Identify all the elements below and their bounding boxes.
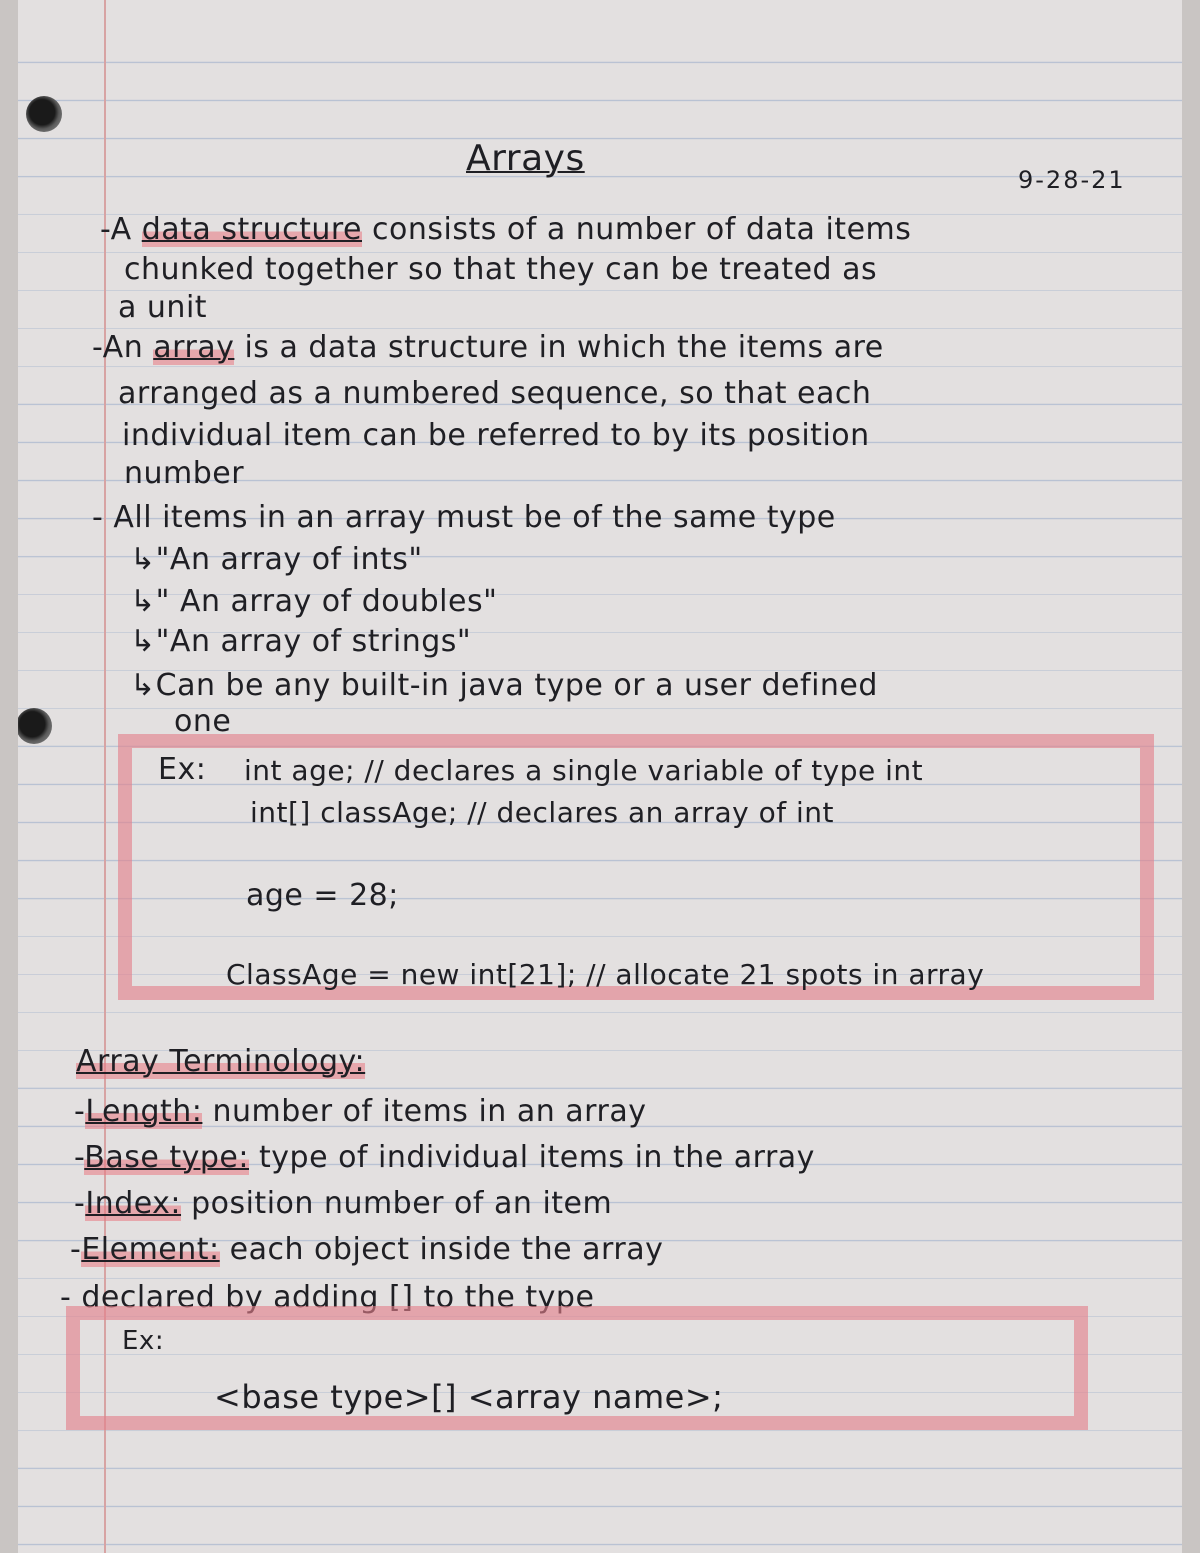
page-title: Arrays: [466, 138, 585, 179]
term-base-type-label: Base type:: [84, 1140, 249, 1175]
example-doubles: ↳" An array of doubles": [130, 584, 498, 619]
term-element-desc: each object inside the array: [219, 1232, 664, 1267]
term-index-label: Index:: [85, 1186, 182, 1221]
example-1-line-1: int age; // declares a single variable of type int: [244, 754, 924, 787]
data-structure-line-1: [100, 212, 911, 247]
term-index: [74, 1186, 612, 1221]
binder-hole-top: [26, 96, 62, 132]
example-1-line-4: ClassAge = new int[21]; // allocate 21 spots in array: [226, 958, 985, 991]
terminology-heading: [76, 1044, 365, 1079]
notebook-page: [18, 0, 1182, 1553]
same-type-line: - All items in an array must be of the same type: [92, 500, 836, 535]
array-def-line-1: [92, 330, 884, 365]
data-structure-line-2: chunked together so that they can be treated as: [124, 252, 878, 287]
example-any-type-cont: one: [174, 704, 232, 739]
dash: -A: [100, 212, 142, 247]
term-base-type: [74, 1140, 815, 1175]
term-length-desc: number of items in an array: [202, 1094, 647, 1129]
definition-text: consists of a number of data items: [362, 212, 912, 247]
example-2-syntax: <base type>[] <array name>;: [214, 1378, 724, 1416]
term-element: [70, 1232, 663, 1267]
array-def-line-3: individual item can be referred to by its position: [122, 418, 870, 453]
dash: -: [74, 1186, 86, 1221]
example-1-label: Ex:: [158, 752, 207, 787]
example-1-line-3: age = 28;: [246, 878, 399, 913]
array-def-line-2: arranged as a numbered sequence, so that each: [118, 376, 872, 411]
dash: -: [74, 1140, 85, 1175]
dash: -: [70, 1232, 82, 1267]
term-length-label: Length:: [85, 1094, 203, 1129]
page-date: 9-28-21: [1018, 166, 1126, 194]
example-1-line-2: int[] classAge; // declares an array of int: [250, 796, 834, 829]
dash: -An: [92, 330, 154, 365]
term-array: array: [153, 330, 235, 365]
example-strings: ↳"An array of strings": [130, 624, 472, 659]
dash: -: [74, 1094, 86, 1129]
binder-hole-middle: [18, 708, 52, 744]
terminology-heading-text: Array Terminology:: [76, 1044, 366, 1079]
term-index-desc: position number of an item: [181, 1186, 613, 1221]
term-element-label: Element:: [81, 1232, 220, 1267]
example-ints: ↳"An array of ints": [130, 542, 423, 577]
declared-line: - declared by adding [] to the type: [60, 1280, 595, 1315]
definition-text: is a data structure in which the items are: [234, 330, 884, 365]
term-length: [74, 1094, 646, 1129]
term-base-type-desc: type of individual items in the array: [248, 1140, 815, 1175]
term-data-structure: data structure: [141, 212, 362, 247]
array-def-line-4: number: [124, 456, 245, 491]
example-2-label: Ex:: [122, 1326, 165, 1356]
example-any-type: ↳Can be any built-in java type or a user defined: [130, 668, 878, 703]
data-structure-line-3: a unit: [118, 290, 208, 325]
